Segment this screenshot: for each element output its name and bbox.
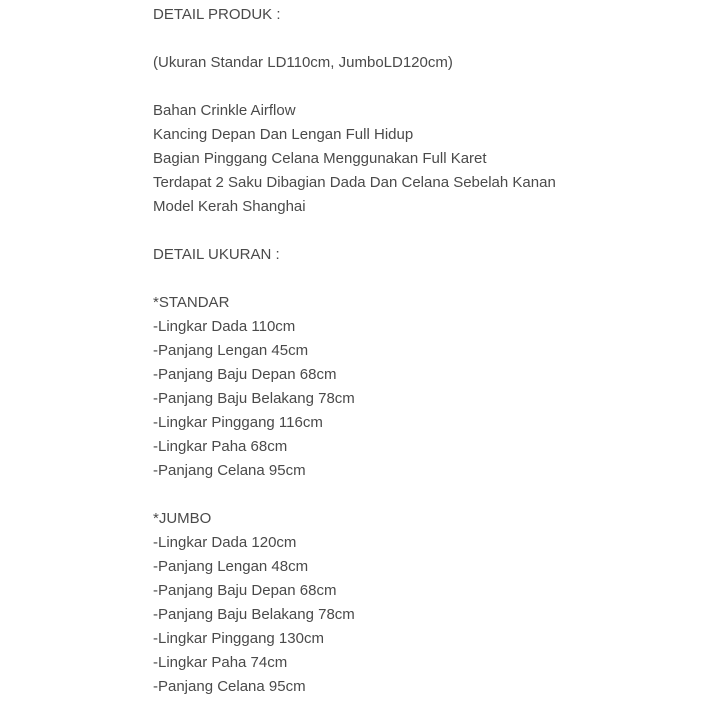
feature-item: Bahan Crinkle Airflow xyxy=(153,102,296,119)
jumbo-size-item: -Lingkar Pinggang 130cm xyxy=(153,630,324,647)
standar-size-item: -Lingkar Pinggang 116cm xyxy=(153,414,323,431)
size-note: (Ukuran Standar LD110cm, JumboLD120cm) xyxy=(153,54,453,71)
spacer xyxy=(153,27,556,51)
spacer xyxy=(153,219,556,243)
feature-item: Model Kerah Shanghai xyxy=(153,198,306,215)
feature-item: Terdapat 2 Saku Dibagian Dada Dan Celana Sebelah Kanan xyxy=(153,174,556,191)
spacer xyxy=(153,483,556,507)
product-description xyxy=(153,3,556,699)
jumbo-size-item: -Lingkar Paha 74cm xyxy=(153,654,288,671)
jumbo-size-item: -Lingkar Dada 120cm xyxy=(153,534,297,551)
standar-title: *STANDAR xyxy=(153,294,230,311)
jumbo-size-item: -Panjang Celana 95cm xyxy=(153,678,306,695)
detail-ukuran-heading: DETAIL UKURAN : xyxy=(153,246,280,263)
jumbo-size-item: -Panjang Baju Depan 68cm xyxy=(153,582,337,599)
detail-produk-heading: DETAIL PRODUK : xyxy=(153,6,281,23)
standar-size-item: -Lingkar Paha 68cm xyxy=(153,438,288,455)
standar-size-item: -Lingkar Dada 110cm xyxy=(153,318,296,335)
spacer xyxy=(153,267,556,291)
jumbo-size-item: -Panjang Lengan 48cm xyxy=(153,558,309,575)
standar-size-item: -Panjang Celana 95cm xyxy=(153,462,306,479)
jumbo-size-item: -Panjang Baju Belakang 78cm xyxy=(153,606,355,623)
feature-item: Kancing Depan Dan Lengan Full Hidup xyxy=(153,126,414,143)
standar-size-item: -Panjang Baju Belakang 78cm xyxy=(153,390,355,407)
jumbo-title: *JUMBO xyxy=(153,510,212,527)
standar-size-item: -Panjang Baju Depan 68cm xyxy=(153,366,337,383)
feature-item: Bagian Pinggang Celana Menggunakan Full Karet xyxy=(153,150,487,167)
standar-size-item: -Panjang Lengan 45cm xyxy=(153,342,309,359)
spacer xyxy=(153,75,556,99)
